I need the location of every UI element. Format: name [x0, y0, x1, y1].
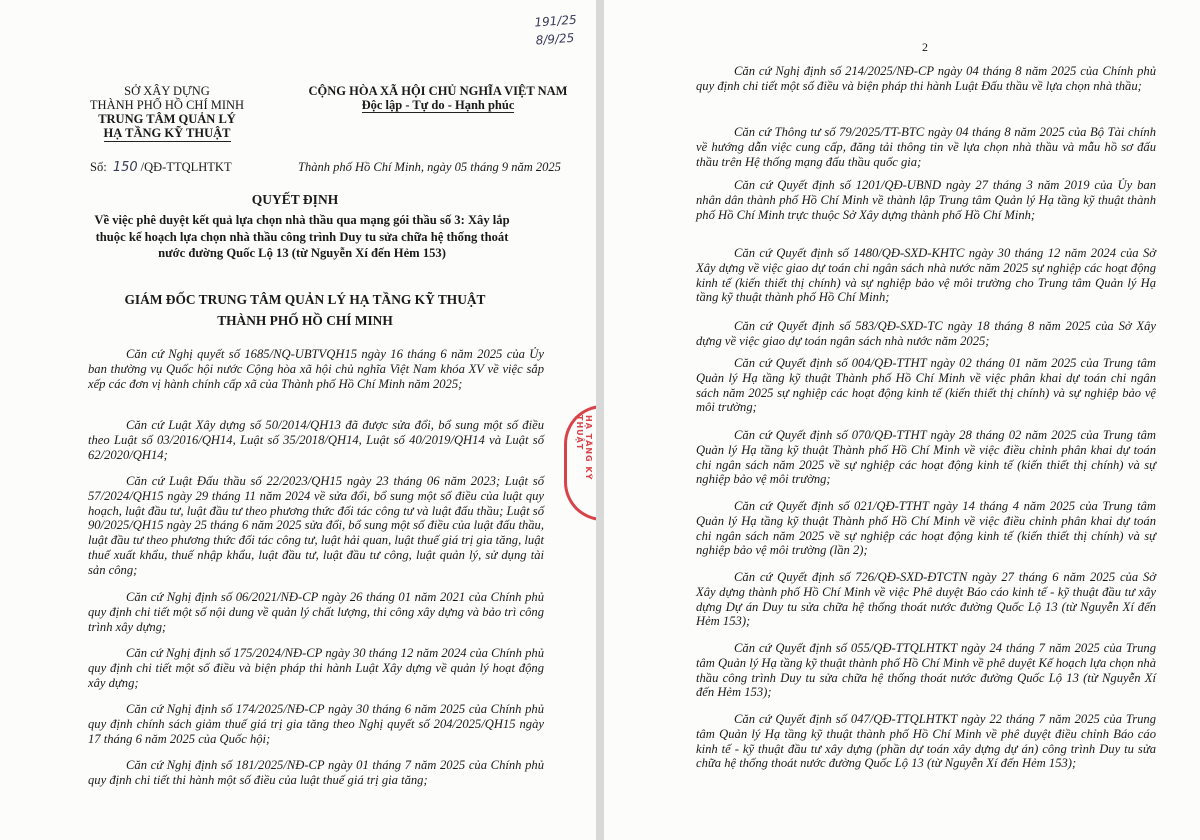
legal-basis-paragraph: Căn cứ Quyết định số 004/QĐ-TTHT ngày 02 tháng 01 năm 2025 của Trung tâm Quản lý Hạ tầng kỹ thuật Thành phố Hồ Chí Minh về việc phân khai dự toán chi ngân sách năm 2025 sự nghiệp các hoạt động kinh tế (kiến thiết thị chính) và sự nghiệp bảo vệ môi trường;	[696, 356, 1156, 415]
agency-header	[62, 84, 272, 142]
doc-number-handwritten: 150	[112, 160, 138, 175]
national-header	[292, 84, 584, 113]
agency-line4: HẠ TẦNG KỸ THUẬT	[103, 126, 231, 140]
legal-basis-paragraph: Căn cứ Luật Xây dựng số 50/2014/QH13 đã được sửa đổi, bổ sung một số điều theo Luật số 03/2016/QH14, Luật số 35/2018/QH14, Luật số 40/2019/QH14 và Luật số 62/2020/QH14;	[88, 418, 544, 462]
legal-basis-paragraph: Căn cứ Nghị quyết số 1685/NQ-UBTVQH15 ngày 16 tháng 6 năm 2025 của Ủy ban thường vụ Quốc hội nước Cộng hòa xã hội chủ nghĩa Việt Nam khóa XV về việc sắp xếp các đơn vị hành chính cấp xã của Thành phố Hồ Chí Minh năm 2025;	[88, 347, 544, 391]
document-page-2	[604, 0, 1200, 840]
handwritten-note-line2: 8/9/25	[535, 30, 575, 48]
agency-line1: SỞ XÂY DỰNG	[124, 84, 210, 98]
legal-basis-paragraph: Căn cứ Quyết định số 047/QĐ-TTQLHTKT ngày 22 tháng 7 năm 2025 của Trung tâm Quản lý Hạ tầng kỹ thuật thành phố Hồ Chí Minh về phê duyệt điều chỉnh Báo cáo kinh tế - kỹ thuật đầu tư xây dựng (phần dự toán xây dựng dự án) công trình Duy tu sửa chữa hệ thống thoát nước đường Quốc Lộ 13 (từ Nguyễn Xí đến Hẻm 153);	[696, 712, 1156, 771]
place-date: Thành phố Hồ Chí Minh, ngày 05 tháng 9 năm 2025	[298, 160, 561, 174]
agency-line2: THÀNH PHỐ HỒ CHÍ MINH	[89, 98, 245, 112]
legal-basis-paragraph: Căn cứ Quyết định số 021/QĐ-TTHT ngày 14 tháng 4 năm 2025 của Trung tâm Quản lý Hạ tầng kỹ thuật Thành phố Hồ Chí Minh về việc điều chỉnh phân khai dự toán chi ngân sách năm 2025 về sự nghiệp các hoạt động kinh tế (kiến thiết thị chính) và sự nghiệp bảo vệ môi trường (lần 2);	[696, 499, 1156, 558]
legal-basis-paragraph: Căn cứ Thông tư số 79/2025/TT-BTC ngày 04 tháng 8 năm 2025 của Bộ Tài chính về hướng dẫn việc cung cấp, đăng tải thông tin về lựa chọn nhà thầu và mẫu hồ sơ đấu thầu trên Hệ thống mạng đấu thầu quốc gia;	[696, 125, 1156, 169]
legal-basis-paragraph: Căn cứ Quyết định số 1480/QĐ-SXD-KHTC ngày 30 tháng 12 năm 2024 của Sở Xây dựng về việc giao dự toán chi ngân sách nhà nước năm 2025 sự nghiệp các hoạt động kinh tế (kiến thiết thị chính) và sự nghiệp bảo vệ môi trường cho Trung tâm Quản lý Hạ tầng kỹ thuật thành phố Hồ Chí Minh;	[696, 246, 1156, 305]
legal-basis-paragraph: Căn cứ Nghị định số 174/2025/NĐ-CP ngày 30 tháng 6 năm 2025 của Chính phủ quy định chính sách giảm thuế giá trị gia tăng theo Nghị quyết số 204/2025/QH15 ngày 17 tháng 6 năm 2025 của Quốc hội;	[88, 702, 544, 746]
national-motto: Độc lập - Tự do - Hạnh phúc	[361, 98, 515, 112]
document-type: QUYẾT ĐỊNH	[251, 192, 339, 207]
country-name: CỘNG HÒA XÃ HỘI CHỦ NGHĨA VIỆT NAM	[308, 84, 568, 98]
legal-basis-paragraph: Căn cứ Nghị định số 181/2025/NĐ-CP ngày 01 tháng 7 năm 2025 của Chính phủ quy định chi tiết thi hành một số điều của luật thuế giá trị gia tăng;	[88, 758, 544, 787]
authority-line1: GIÁM ĐỐC TRUNG TÂM QUẢN LÝ HẠ TẦNG KỸ THUẬT	[124, 292, 486, 307]
doc-number-suffix: /QĐ-TTQLHTKT	[140, 160, 232, 174]
page-number: 2	[922, 40, 928, 54]
legal-basis-paragraph: Căn cứ Quyết định số 070/QĐ-TTHT ngày 28 tháng 02 năm 2025 của Trung tâm Quản lý Hạ tầng kỹ thuật Thành phố Hồ Chí Minh về việc điều chỉnh phân khai dự toán chi ngân sách năm 2025 về sự nghiệp các hoạt động kinh tế (kiến thiết thị chính) và sự nghiệp bảo vệ môi trường;	[696, 428, 1156, 487]
handwritten-note-line1: 191/25	[533, 12, 578, 30]
legal-basis-paragraph: Căn cứ Quyết định số 726/QĐ-SXD-ĐTCTN ngày 27 tháng 6 năm 2025 của Sở Xây dựng thành phố Hồ Chí Minh về việc Phê duyệt Báo cáo kinh tế - kỹ thuật đầu tư xây dựng Dự án Duy tu sửa chữa hệ thống thoát nước đường Quốc Lộ 13 (từ Nguyễn Xí đến Hẻm 153);	[696, 570, 1156, 629]
legal-basis-paragraph: Căn cứ Nghị định số 175/2024/NĐ-CP ngày 30 tháng 12 năm 2024 của Chính phủ quy định chi tiết một số điều và biện pháp thi hành Luật Xây dựng về quản lý hoạt động xây dựng;	[88, 646, 544, 690]
legal-basis-paragraph: Căn cứ Quyết định số 1201/QĐ-UBND ngày 27 tháng 3 năm 2019 của Ủy ban nhân dân thành phố Hồ Chí Minh về thành lập Trung tâm Quản lý Hạ tầng kỹ thuật thành phố Hồ Chí Minh trực thuộc Sở Xây dựng thành phố Hồ Chí Minh;	[696, 178, 1156, 222]
document-subject: Về việc phê duyệt kết quả lựa chọn nhà thầu qua mạng gói thầu số 3: Xây lắp thuộc kế hoạch lựa chọn nhà thầu công trình Duy tu sửa chữa hệ thống thoát nước đường Quốc Lộ 13 (từ Nguyễn Xí đến Hẻm 153)	[94, 213, 510, 260]
legal-basis-paragraph: Căn cứ Quyết định số 055/QĐ-TTQLHTKT ngày 24 tháng 7 năm 2025 của Trung tâm Quản lý Hạ tầng kỹ thuật thành phố Hồ Chí Minh về phê duyệt Kế hoạch lựa chọn nhà thầu công trình Duy tu sửa chữa hệ thống thoát nước đường Quốc Lộ 13 (từ Nguyễn Xí đến Hẻm 153);	[696, 641, 1156, 700]
authority-line2: THÀNH PHỐ HỒ CHÍ MINH	[217, 313, 393, 328]
legal-basis-paragraph: Căn cứ Nghị định số 214/2025/NĐ-CP ngày 04 tháng 8 năm 2025 của Chính phủ quy định chi tiết một số điều và biện pháp thi hành Luật Đấu thầu về lựa chọn nhà thầu;	[696, 64, 1156, 93]
document-number	[90, 160, 232, 175]
document-page-1	[0, 0, 596, 840]
doc-number-prefix: Số:	[90, 160, 107, 174]
agency-line3: TRUNG TÂM QUẢN LÝ	[98, 112, 236, 126]
issuing-authority	[80, 289, 530, 331]
legal-basis-paragraph: Căn cứ Quyết định số 583/QĐ-SXD-TC ngày 18 tháng 8 năm 2025 của Sở Xây dựng về việc giao dự toán ngân sách nhà nước năm 2025;	[696, 319, 1156, 348]
legal-basis-paragraph: Căn cứ Luật Đấu thầu số 22/2023/QH15 ngày 23 tháng 06 năm 2023; Luật số 57/2024/QH15 ngày 29 tháng 11 năm 2024 về sửa đổi, bổ sung một số điều của luật quy hoạch, luật đầu tư, luật đầu tư theo phương thức đối tác công tư và luật đấu thầu; Luật số 90/2025/QH15 ngày 25 tháng 6 năm 2025 sửa đổi, bổ sung một số điều của luật đấu thầu, luật đầu tư theo phương thức đối tác công tư, luật hải quan, luật thuế giá trị gia tăng, luật thuế xuất khẩu, thuế nhập khẩu, luật đầu tư, luật đầu tư công, luật quản lý, sử dụng tài sản công;	[88, 474, 544, 577]
legal-basis-paragraph: Căn cứ Nghị định số 06/2021/NĐ-CP ngày 26 tháng 01 năm 2021 của Chính phủ quy định chi tiết một số nội dung về quản lý chất lượng, thi công xây dựng và bảo trì công trình xây dựng;	[88, 590, 544, 634]
handwritten-note	[534, 11, 579, 50]
official-seal-text: HẠ TẦNG KỸ THUẬT	[575, 415, 593, 481]
